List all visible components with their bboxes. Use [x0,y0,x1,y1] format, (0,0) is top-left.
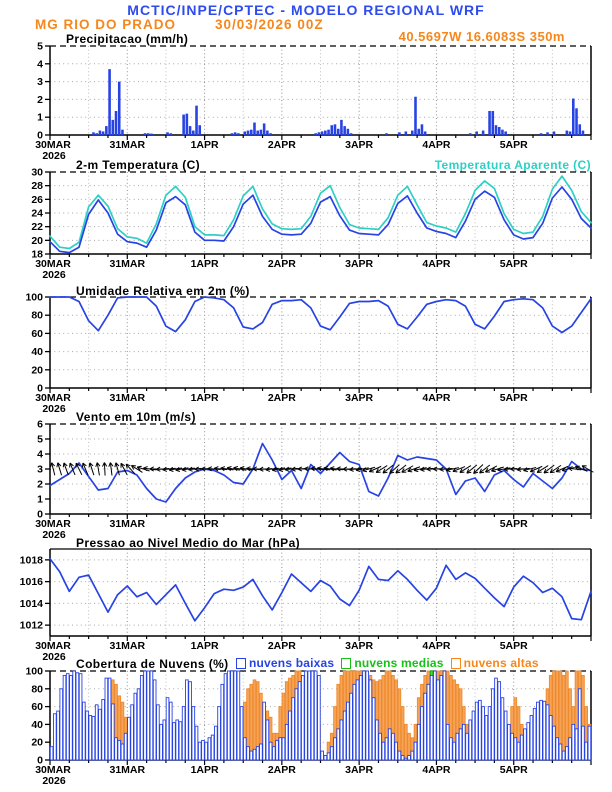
svg-text:4: 4 [37,58,43,71]
svg-text:30MAR: 30MAR [35,139,71,151]
svg-text:2APR: 2APR [267,518,296,530]
svg-text:2026: 2026 [42,775,66,787]
svg-text:3APR: 3APR [345,392,374,404]
legend-nuvens-baixas: nuvens baixas [236,656,334,670]
svg-text:60: 60 [31,701,43,714]
svg-text:31MAR: 31MAR [109,640,146,652]
svg-text:40: 40 [31,718,43,731]
svg-text:1012: 1012 [19,619,43,632]
svg-text:3: 3 [37,463,43,476]
svg-text:4APR: 4APR [422,518,451,530]
svg-text:24: 24 [31,207,43,220]
humidity-title: Umidade Relativa em 2m (%) [76,284,250,298]
svg-text:5APR: 5APR [499,258,528,270]
svg-text:1APR: 1APR [190,518,219,530]
svg-text:1APR: 1APR [190,392,219,404]
svg-text:60: 60 [31,327,43,340]
svg-text:4APR: 4APR [422,139,451,151]
apparent-temperature-legend: Temperatura Aparente (C) [434,158,591,172]
svg-text:5: 5 [37,40,43,53]
wind-title: Vento em 10m (m/s) [76,410,196,424]
svg-text:2026: 2026 [42,403,66,414]
svg-text:0: 0 [37,129,43,142]
svg-text:3APR: 3APR [345,764,374,776]
svg-text:31MAR: 31MAR [109,764,146,776]
svg-text:2APR: 2APR [267,764,296,776]
svg-text:100: 100 [25,291,43,304]
svg-text:2APR: 2APR [267,139,296,151]
svg-text:31MAR: 31MAR [109,258,146,270]
svg-text:4: 4 [37,448,43,461]
legend-nuvens-medias: nuvens medias [341,656,443,670]
svg-text:1: 1 [37,111,43,124]
svg-text:5APR: 5APR [499,392,528,404]
run-datetime: 30/03/2026 00Z [215,17,324,32]
svg-text:2026: 2026 [42,651,66,662]
svg-text:1: 1 [37,493,43,506]
clouds-title: Cobertura de Nuvens (%) [76,657,229,671]
svg-text:80: 80 [31,683,43,696]
legend-nuvens-altas: nuvens altas [451,656,539,670]
svg-text:1APR: 1APR [190,139,219,151]
svg-text:30MAR: 30MAR [35,764,71,776]
svg-text:0: 0 [37,754,43,767]
station-coordinates: 40.5697W 16.6083S 350m [398,29,565,44]
svg-text:2026: 2026 [42,269,66,280]
svg-text:1APR: 1APR [190,764,219,776]
svg-text:3APR: 3APR [345,139,374,151]
svg-text:31MAR: 31MAR [109,139,146,151]
precipitation-title: Precipitacao (mm/h) [66,32,189,46]
svg-text:80: 80 [31,309,43,322]
svg-text:1016: 1016 [19,576,43,589]
svg-text:20: 20 [31,736,43,749]
svg-text:28: 28 [31,180,43,193]
svg-text:1APR: 1APR [190,640,219,652]
svg-text:2026: 2026 [42,529,66,540]
svg-text:30MAR: 30MAR [35,518,71,530]
svg-text:0: 0 [37,382,43,395]
page-title: MCTIC/INPE/CPTEC - MODELO REGIONAL WRF [127,2,485,18]
svg-text:20: 20 [31,234,43,247]
svg-text:3APR: 3APR [345,258,374,270]
wind-chart [0,418,612,540]
svg-text:5APR: 5APR [499,518,528,530]
svg-text:6: 6 [37,418,43,431]
temperature-chart [0,166,612,280]
station-name: MG RIO DO PRADO [35,17,177,32]
svg-text:20: 20 [31,364,43,377]
svg-text:4APR: 4APR [422,258,451,270]
svg-text:0: 0 [37,508,43,521]
svg-text:26: 26 [31,193,43,206]
svg-text:4APR: 4APR [422,764,451,776]
svg-text:2APR: 2APR [267,258,296,270]
svg-text:2APR: 2APR [267,392,296,404]
svg-text:3: 3 [37,76,43,89]
svg-text:1APR: 1APR [190,258,219,270]
svg-text:30MAR: 30MAR [35,258,71,270]
svg-text:31MAR: 31MAR [109,518,146,530]
svg-text:4APR: 4APR [422,392,451,404]
pressure-title: Pressao ao Nivel Medio do Mar (hPa) [76,536,301,550]
svg-text:31MAR: 31MAR [109,392,146,404]
svg-text:18: 18 [31,248,43,261]
svg-text:100: 100 [25,665,43,678]
svg-text:1014: 1014 [19,597,43,610]
svg-text:5APR: 5APR [499,640,528,652]
svg-text:2026: 2026 [42,150,66,161]
svg-text:4APR: 4APR [422,640,451,652]
svg-text:2: 2 [37,93,43,106]
svg-text:1018: 1018 [19,554,43,567]
svg-text:2: 2 [37,478,43,491]
svg-text:5: 5 [37,433,43,446]
svg-text:30MAR: 30MAR [35,392,71,404]
svg-text:30MAR: 30MAR [35,640,71,652]
temperature-title: 2-m Temperatura (C) [76,158,201,172]
svg-text:5APR: 5APR [499,764,528,776]
pressure-chart [0,543,612,662]
svg-text:2APR: 2APR [267,640,296,652]
svg-text:22: 22 [31,221,43,234]
clouds-chart [0,665,612,787]
svg-text:3APR: 3APR [345,640,374,652]
precipitation-chart [0,40,612,161]
svg-text:30: 30 [31,166,43,179]
svg-text:5APR: 5APR [499,139,528,151]
svg-text:40: 40 [31,346,43,359]
humidity-chart [0,291,612,414]
svg-text:3APR: 3APR [345,518,374,530]
